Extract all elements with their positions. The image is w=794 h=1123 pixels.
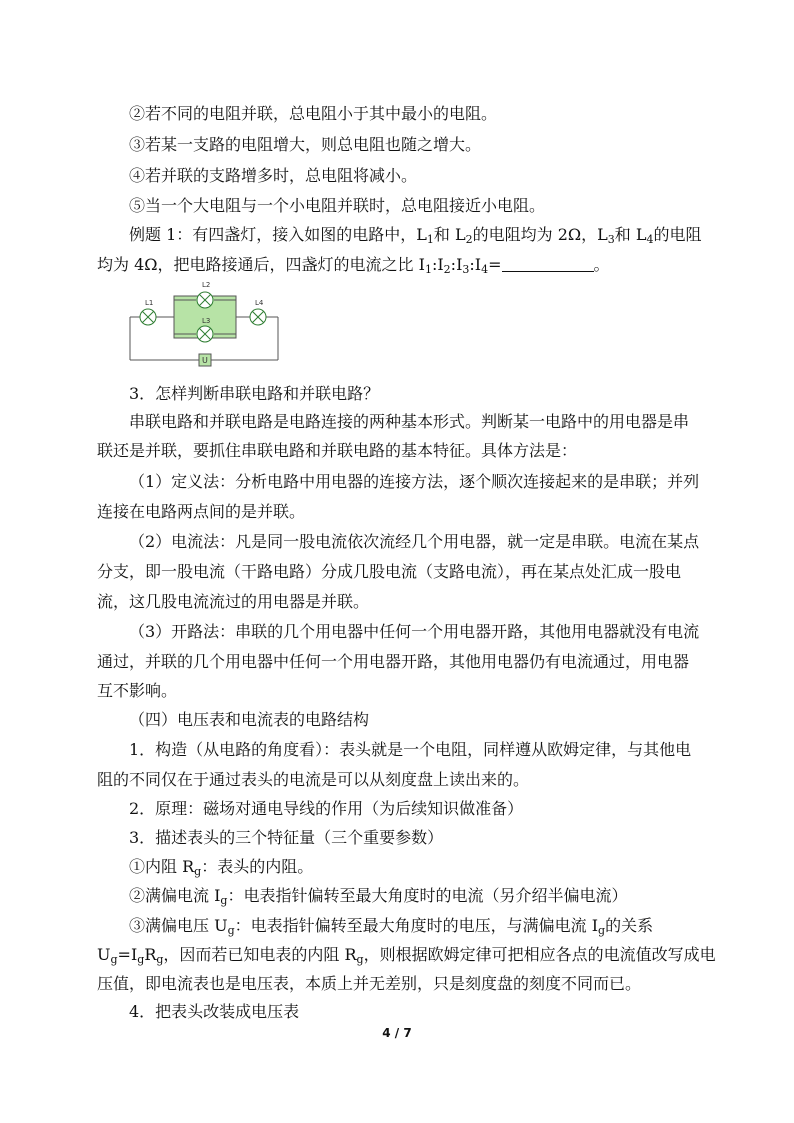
example-line — [129, 225, 702, 245]
text-line: ②若不同的电阻并联，总电阻小于其中最小的电阻。 — [129, 104, 498, 123]
subscript: g — [220, 894, 228, 907]
text-line: （2）电流法：凡是同一股电流依次流经几个用电器，就一定是串联。电流在某点 — [129, 532, 700, 551]
text: 的电阻 — [653, 225, 702, 244]
lamp-l2 — [197, 281, 213, 308]
text: :I — [469, 255, 482, 274]
text: 。 — [593, 255, 610, 274]
subscript: 2 — [465, 233, 473, 246]
text-line: 4．把表头改装成电压表 — [129, 1002, 300, 1021]
lamp-l4 — [250, 299, 266, 325]
subscript: 3 — [607, 233, 615, 246]
example-line — [97, 255, 610, 275]
lamp-label: L3 — [202, 317, 211, 325]
subscript: 4 — [646, 233, 654, 246]
text: 的关系 — [605, 916, 654, 935]
text-line: 3．描述表头的三个特征量（三个重要参数） — [129, 828, 444, 847]
text: = — [488, 255, 502, 274]
voltage-source — [199, 354, 211, 366]
lamp-label: L1 — [145, 299, 154, 307]
subscript: 1 — [426, 233, 434, 246]
subscript: g — [156, 953, 164, 966]
section-heading: （四）电压表和电流表的电路结构 — [129, 710, 370, 729]
lamp-label: L4 — [255, 299, 264, 307]
text-line: ④若并联的支路增多时，总电阻将减小。 — [129, 166, 418, 185]
text-line: ⑤当一个大电阻与一个小电阻并联时，总电阻接近小电阻。 — [129, 196, 546, 215]
text: 的电阻均为 2Ω，L — [472, 225, 608, 244]
text: 和 L — [433, 225, 466, 244]
section-heading: 3．怎样判断串联电路和并联电路？ — [129, 384, 380, 403]
text-line: 阻的不同仅在于通过表头的电流是可以从刻度盘上读出来的。 — [97, 770, 530, 789]
text-line: 流，这几股电流流过的用电器是并联。 — [97, 592, 370, 611]
text: ②满偏电流 I — [129, 886, 221, 905]
text-line: 1．构造（从电路的角度看）：表头就是一个电阻，同样遵从欧姆定律，与其他电 — [129, 740, 692, 759]
text-line — [129, 916, 653, 936]
text-line: 2．原理：磁场对通电导线的作用（为后续知识做准备） — [129, 799, 524, 818]
text: =I — [117, 945, 138, 964]
subscript: g — [110, 953, 118, 966]
subscript: g — [598, 924, 606, 937]
text-line: 联还是并联，要抓住串联电路和并联电路的基本特征。具体方法是： — [97, 441, 578, 460]
subscript: 3 — [462, 263, 470, 276]
text: R — [144, 945, 157, 964]
subscript: g — [137, 953, 145, 966]
text: ：表头的内阻。 — [201, 857, 314, 876]
subscript: g — [356, 953, 364, 966]
subscript: g — [194, 865, 202, 878]
text: ，则根据欧姆定律可把相应各点的电流值改写成电 — [363, 945, 716, 964]
text-line: 压值，即电流表也是电压表，本质上并无差别，只是刻度盘的刻度不同而已。 — [97, 974, 642, 993]
subscript: 4 — [481, 263, 489, 276]
text: 和 L — [614, 225, 647, 244]
text: 均为 4Ω，把电路接通后，四盏灯的电流之比 I — [97, 255, 425, 274]
text: ，因而若已知电表的内阻 R — [163, 945, 357, 964]
text: :I — [431, 255, 444, 274]
circuit-diagram — [128, 278, 280, 370]
subscript: 2 — [443, 263, 451, 276]
text-line — [97, 945, 716, 965]
text: ①内阻 R — [129, 857, 195, 876]
text: U — [97, 945, 111, 964]
text-line: （3）开路法：串联的几个用电器中任何一个用电器开路，其他用电器就没有电流 — [129, 622, 700, 641]
text-line: ③若某一支路的电阻增大，则总电阻也随之增大。 — [129, 135, 482, 154]
text-line — [129, 857, 313, 877]
text: 例题 1：有四盏灯，接入如图的电路中，L — [129, 225, 427, 244]
source-label: U — [202, 356, 208, 365]
subscript: 1 — [424, 263, 432, 276]
lamp-label: L2 — [202, 281, 211, 289]
page-number: 4 / 7 — [382, 1026, 412, 1040]
text-line: （1）定义法：分析电路中用电器的连接方法，逐个顺次连接起来的是串联；并列 — [129, 472, 700, 491]
answer-blank — [502, 257, 594, 272]
text: ：电表指针偏转至最大角度时的电压，与满偏电流 I — [234, 916, 599, 935]
text-line — [129, 886, 627, 906]
text-line: 串联电路和并联电路是电路连接的两种基本形式。判断某一电路中的用电器是串 — [129, 412, 690, 431]
text-line: 连接在电路两点间的是并联。 — [97, 502, 306, 521]
subscript: g — [227, 924, 235, 937]
text: :I — [450, 255, 463, 274]
text-line: 分支，即一股电流（干路电路）分成几股电流（支路电流），再在某点处汇成一股电 — [97, 562, 682, 581]
lamp-l1 — [140, 299, 156, 325]
text-line: 通过，并联的几个用电器中任何一个用电器开路，其他用电器仍有电流通过，用电器 — [97, 652, 690, 671]
text-line: 互不影响。 — [97, 681, 178, 700]
text: ：电表指针偏转至最大角度时的电流（另介绍半偏电流） — [227, 886, 628, 905]
text: ③满偏电压 U — [129, 916, 228, 935]
